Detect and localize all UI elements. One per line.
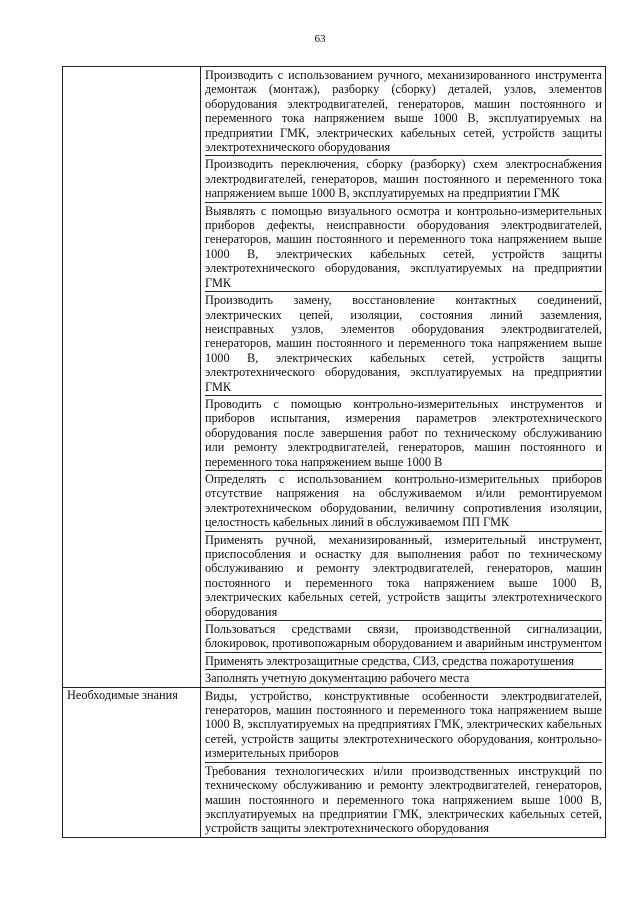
list-item: Пользоваться средствами связи, производственной сигнализации, блокировок, противопожарным оборудованием и аварийным инструментом [205,621,602,653]
list-item: Заполнять учетную документацию рабочего места [205,671,470,686]
table-row-skills [63,67,606,688]
row-content [201,687,606,837]
row-label [63,67,201,688]
requirements-table [62,66,606,838]
list-item: Применять электрозащитные средства, СИЗ, средства пожаротушения [205,653,602,670]
page-number: 63 [314,33,326,45]
list-item: Проводить с помощью контрольно-измерительных инструментов и приборов испытания, измерения параметров электротехнического оборудования после завершения работ по техническому обслуживанию или ремонту электродвигателей, генераторов, машин постоянного и переменного тока напряжением выше 1000 В [205,396,602,471]
table-row-knowledge [63,687,606,837]
list-item: Производить с использованием ручного, механизированного инструмента демонтаж (монтаж), разборку (сборку) деталей, узлов, элементов оборудования электродвигателей, генераторов, машин постоянного и переменного тока напряжением выше 1000 В, эксплуатируемых на предприятии ГМК, электрических кабельных сетей, устройств защиты электротехнического оборудования [205,67,602,156]
list-item: Выявлять с помощью визуального осмотра и контрольно-измерительных приборов дефекты, неисправности оборудования электродвигателей, генераторов, машин постоянного и переменного тока напряжением выше 1000 В, электрических кабельных сетей, устройств защиты электротехнического оборудования, эксплуатируемых на предприятии ГМК [205,203,602,292]
list-item: Определять с использованием контрольно-измерительных приборов отсутствие напряжения на обслуживаемом и/или ремонтируемом электротехническом оборудовании, величину сопротивления изоляции, целостность кабельных линий в обслуживаемом ПП ГМК [205,471,602,532]
row-label: Необходимые знания [63,687,201,837]
row-content [201,67,606,688]
list-item: Производить замену, восстановление контактных соединений, электрических цепей, изоляции, состояния линий заземления, неисправных узлов, элементов оборудования электродвигателей, генераторов, машин постоянного и переменного тока напряжением выше 1000 В, электрических кабельных сетей, устройств защиты электротехнического оборудования, эксплуатируемых на предприятии ГМК [205,292,602,396]
list-item: Применять ручной, механизированный, измерительный инструмент, приспособления и оснастку для выполнения работ по техническому обслуживанию и ремонту электродвигателей, генераторов, машин постоянного и переменного тока напряжением выше 1000 В, электрических кабельных сетей, устройств защиты электротехнического оборудования [205,532,602,621]
list-item: Требования технологических и/или производственных инструкций по техническому обслуживанию и ремонту электродвигателей, генераторов, машин постоянного и переменного тока напряжением выше 1000 В, эксплуатируемых на предприятии ГМК, электрических кабельных сетей, устройств защиты электротехнического оборудования [205,763,602,836]
list-item: Производить переключения, сборку (разборку) схем электроснабжения электродвигателей, генераторов, машин постоянного и переменного тока напряжением выше 1000 В, эксплуатируемых на предприятии ГМК [205,156,602,202]
list-item: Виды, устройство, конструктивные особенности электродвигателей, генераторов, машин постоянного и переменного тока напряжением выше 1000 В, эксплуатируемых на предприятиях ГМК, электрических кабельных сетей, устройств защиты электротехнического оборудования, контрольно-измерительных приборов [205,688,602,763]
